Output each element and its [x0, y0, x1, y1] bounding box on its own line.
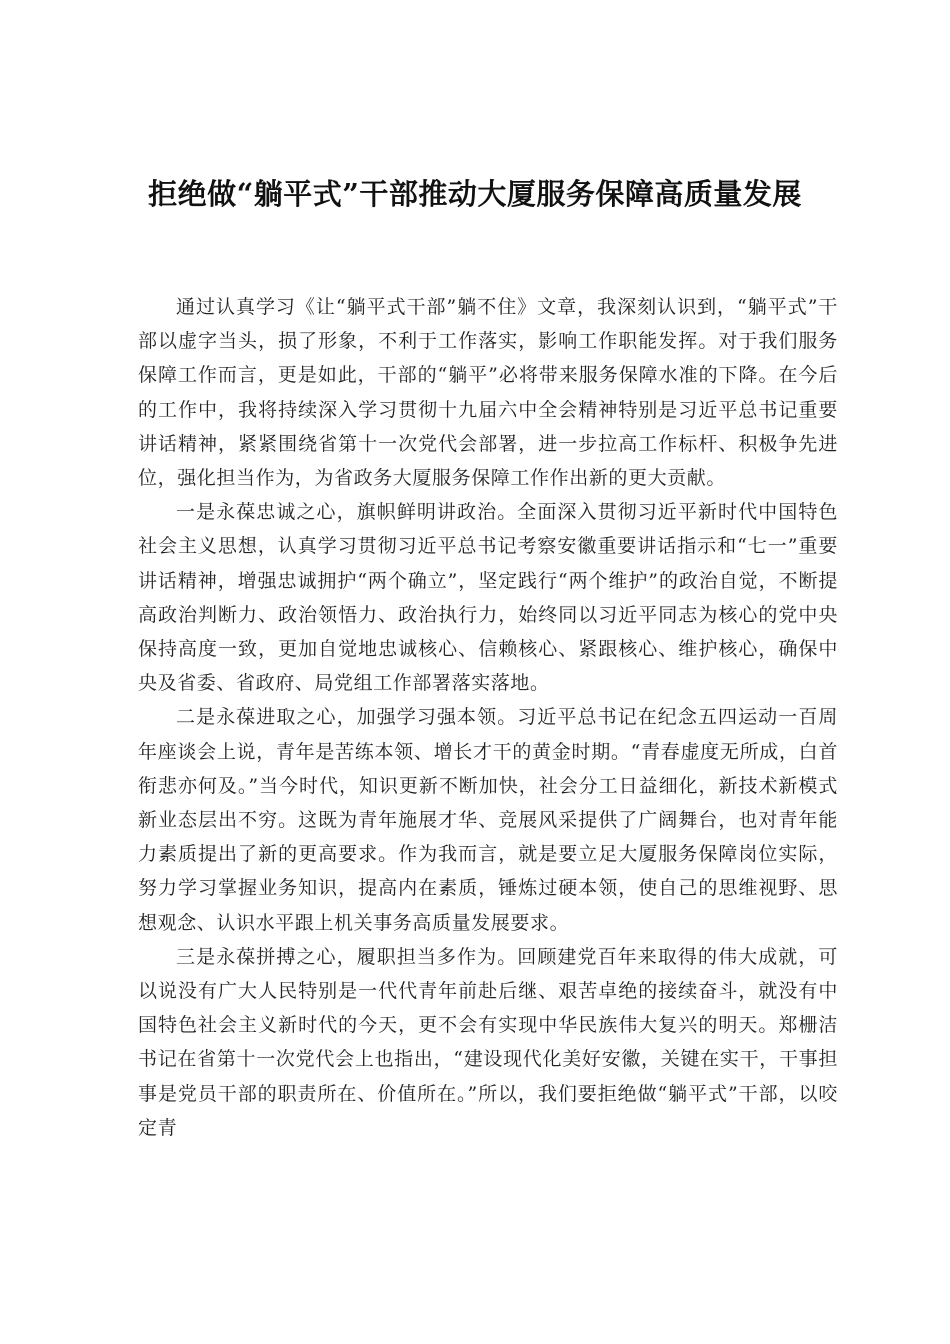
document-body	[138, 290, 838, 1145]
paragraph-loyalty: 一是永葆忠诚之心，旗帜鲜明讲政治。全面深入贯彻习近平新时代中国特色社会主义思想，认真学习贯彻习近平总书记考察安徽重要讲话指示和“七一”重要讲话精神，增强忠诚拥护“两个确立”，坚定践行“两个维护”的政治自觉，不断提高政治判断力、政治领悟力、政治执行力，始终同以习近平同志为核心的党中央保持高度一致，更加自觉地忠诚核心、信赖核心、紧跟核心、维护核心，确保中央及省委、省政府、局党组工作部署落实落地。	[138, 501, 838, 695]
paragraph-striving: 三是永葆拼搏之心，履职担当多作为。回顾建党百年来取得的伟大成就，可以说没有广大人民特别是一代代青年前赴后继、艰苦卓绝的接续奋斗，就没有中国特色社会主义新时代的今天，更不会有实现中华民族伟大复兴的明天。郑栅洁书记在省第十一次党代会上也指出，“建设现代化美好安徽，关键在实干，干事担事是党员干部的职责所在、价值所在。”所以，我们要拒绝做“躺平式”干部，以咬定青	[138, 945, 838, 1139]
document-title: 拒绝做“躺平式”干部推动大厦服务保障高质量发展	[148, 177, 802, 211]
paragraph-intro: 通过认真学习《让“躺平式干部”躺不住》文章，我深刻认识到，“躺平式”干部以虚字当头，损了形象，不利于工作落实，影响工作职能发挥。对于我们服务保障工作而言，更是如此，干部的“躺平”必将带来服务保障水准的下降。在今后的工作中，我将持续深入学习贯彻十九届六中全会精神特别是习近平总书记重要讲话精神，紧紧围绕省第十一次党代会部署，进一步拉高工作标杆、积极争先进位，强化担当作为，为省政务大厦服务保障工作作出新的更大贡献。	[138, 296, 838, 490]
paragraph-learning: 二是永葆进取之心，加强学习强本领。习近平总书记在纪念五四运动一百周年座谈会上说，青年是苦练本领、增长才干的黄金时期。“青春虚度无所成，白首衔悲亦何及。”当今时代，知识更新不断加快，社会分工日益细化，新技术新模式新业态层出不穷。这既为青年施展才华、竞展风采提供了广阔舞台，也对青年能力素质提出了新的更高要求。作为我而言，就是要立足大厦服务保障岗位实际，努力学习掌握业务知识，提高内在素质，锤炼过硬本领，使自己的思维视野、思想观念、认识水平跟上机关事务高质量发展要求。	[138, 706, 838, 934]
